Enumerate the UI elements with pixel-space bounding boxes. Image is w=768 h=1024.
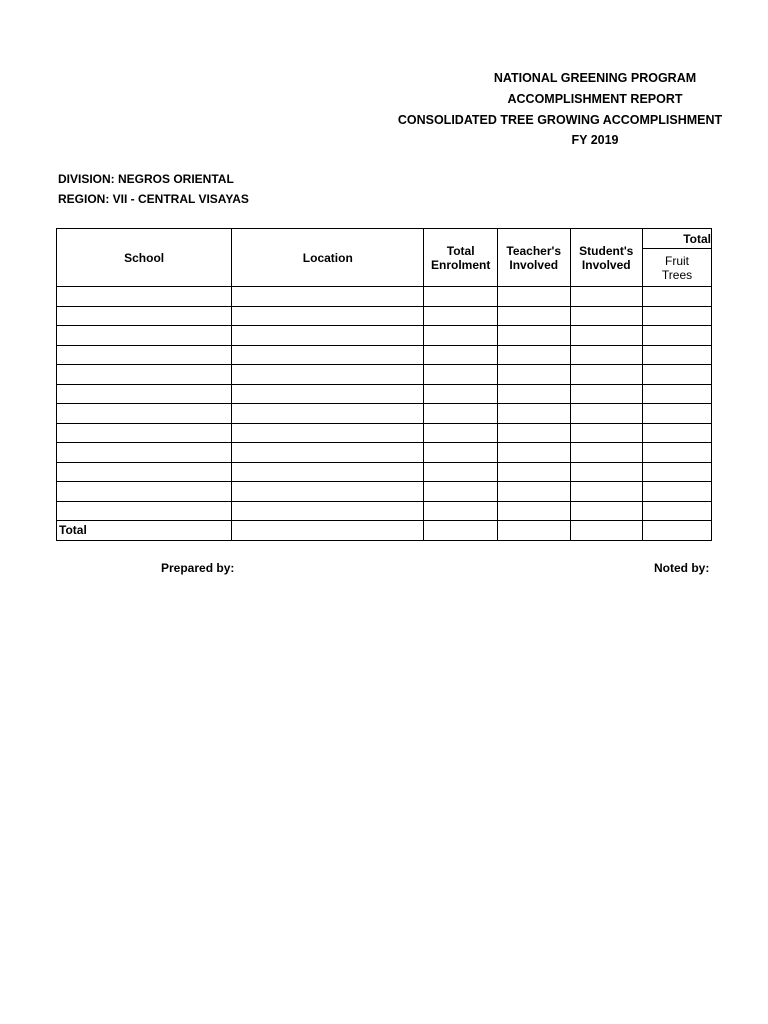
- table-row: [57, 423, 712, 443]
- col-students-involved: [570, 229, 643, 287]
- col-total-enrolment-line2: Enrolment: [430, 257, 491, 272]
- col-teachers-line2: Involved: [509, 257, 559, 272]
- total-row-label: Total: [57, 521, 232, 541]
- col-students-line2: Involved: [581, 257, 631, 272]
- table-row: [57, 326, 712, 346]
- table-row: [57, 404, 712, 424]
- col-total-enrolment: [424, 229, 498, 287]
- table-row: [57, 306, 712, 326]
- col-students-line1: Student's: [579, 243, 634, 258]
- noted-by-label: Noted by:: [654, 561, 710, 575]
- table-row: [57, 501, 712, 521]
- report-title-program: NATIONAL GREENING PROGRAM: [493, 71, 697, 85]
- table-row: [57, 482, 712, 502]
- report-title-consolidated: CONSOLIDATED TREE GROWING ACCOMPLISHMENT: [397, 113, 723, 127]
- total-row: [57, 521, 712, 541]
- table-row: [57, 384, 712, 404]
- col-fruit-line1: Fruit: [665, 253, 689, 268]
- report-title-fiscal-year: FY 2019: [571, 133, 619, 147]
- col-teachers-line1: Teacher's: [506, 243, 562, 258]
- table-row: [57, 443, 712, 463]
- division-label: DIVISION: NEGROS ORIENTAL: [58, 172, 234, 186]
- table-row: [57, 287, 712, 307]
- prepared-by-label: Prepared by:: [161, 561, 235, 575]
- table-row: [57, 365, 712, 385]
- col-location: Location: [232, 229, 424, 287]
- accomplishment-table: [56, 228, 712, 541]
- col-school: School: [57, 229, 232, 287]
- col-teachers-involved: [497, 229, 570, 287]
- table-row: [57, 345, 712, 365]
- report-title-type: ACCOMPLISHMENT REPORT: [507, 92, 683, 106]
- table-row: [57, 462, 712, 482]
- col-group-total: Total: [643, 229, 712, 249]
- region-label: REGION: VII - CENTRAL VISAYAS: [58, 192, 249, 206]
- col-fruit-trees: [643, 249, 712, 287]
- col-fruit-line2: Trees: [661, 267, 693, 282]
- col-total-enrolment-line1: Total: [446, 243, 475, 258]
